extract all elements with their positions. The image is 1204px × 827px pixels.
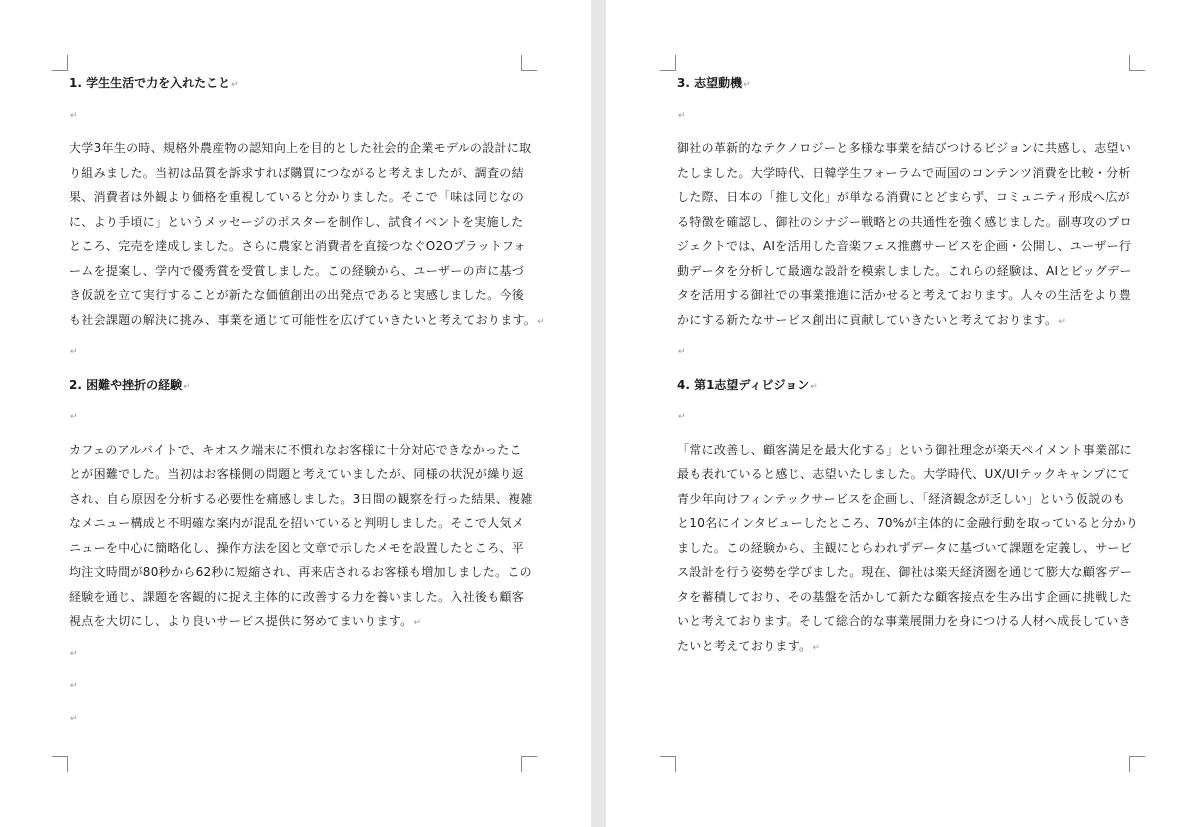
section-heading: 1. 学生生活で力を入れたこと↵ bbox=[69, 76, 239, 90]
text-line: 均注文時間が80秒から62秒に短縮され、再来店されるお客様も増加しました。この bbox=[69, 565, 532, 579]
paragraph-mark: ↵ bbox=[183, 381, 191, 392]
text-line: る特徴を確認し、御社のシナジー戦略との共通性を強く感じました。副専攻のプロ bbox=[677, 214, 1132, 229]
text-line: たしました。大学時代、日韓学生フォーラムで両国のコンテンツ消費を比較・分析 bbox=[677, 165, 1131, 180]
paragraph-mark: ↵ bbox=[812, 642, 821, 653]
text-line: に、より手頃に」というメッセージのポスターを制作し、試食イベントを実施した bbox=[69, 214, 524, 229]
text-line: ニューを中心に簡略化し、操作方法を図と文章で示したメモを設置したところ、平 bbox=[69, 540, 525, 555]
paragraph-mark: ↵ bbox=[413, 618, 422, 628]
text-line: タを活用する御社での事業推進に活かせると考えております。人々の生活をより豊 bbox=[677, 288, 1132, 302]
margin-corner-bottom-right bbox=[521, 756, 537, 772]
margin-corner-bottom-left bbox=[52, 756, 68, 772]
paragraph-mark: ↵ bbox=[70, 110, 78, 121]
text-line: カフェのアルバイトで、キオスク端末に不慣れなお客様に十分対応できなかったこ bbox=[69, 442, 522, 457]
page-body[interactable] bbox=[69, 71, 546, 731]
document-page-right bbox=[606, 0, 1204, 827]
paragraph-mark: ↵ bbox=[810, 381, 818, 392]
section-paragraph bbox=[69, 438, 533, 634]
paragraph-mark: ↵ bbox=[1058, 316, 1067, 327]
empty-paragraph bbox=[69, 674, 524, 699]
text-line: なメニュー構成と不明確な案内が混乱を招いていると判明しました。そこで人気メ bbox=[69, 516, 525, 530]
text-line: 動データを分析して最適な設計を模索しました。これらの経験は、AIとビッグデー bbox=[677, 263, 1132, 278]
empty-paragraph bbox=[69, 340, 524, 365]
text-line: き仮説を立て実行することが新たな価値創出の出発点であると実感しました。今後 bbox=[69, 288, 525, 302]
paragraph-mark: ↵ bbox=[678, 412, 686, 422]
text-line: 経験を通じ、課題を客観的に捉え主体的に改善する力を養いました。入社後も顧客 bbox=[69, 589, 525, 604]
text-line: ました。この経験から、主観にとらわれずデータに基づいて課題を定義し、サービ bbox=[677, 540, 1133, 555]
empty-paragraph bbox=[69, 104, 524, 129]
text-line: ームを提案し、学内で優秀賞を受賞しました。この経験から、ユーザーの声に基づ bbox=[69, 263, 525, 278]
empty-paragraph bbox=[677, 405, 1132, 430]
text-line: タを蓄積しており、その基盤を活かして新たな顧客接点を生み出す企画に挑戦した bbox=[677, 589, 1133, 604]
margin-corner-top-right bbox=[1129, 55, 1145, 71]
section-heading: 3. 志望動機↵ bbox=[677, 76, 751, 90]
section-paragraph bbox=[677, 136, 1132, 332]
text-line: とが困難でした。当初はお客様側の問題と考えていましたが、同様の状況が繰り返 bbox=[69, 467, 525, 481]
empty-paragraph bbox=[69, 405, 524, 430]
empty-paragraph bbox=[677, 340, 1132, 365]
text-line: 果、消費者は外観より価格を重視していると分かりました。そこで「味は同じなの bbox=[69, 190, 525, 204]
paragraph-mark: ↵ bbox=[70, 681, 78, 691]
text-line: り組みました。当初は品質を訴求すれば購買につながると考えましたが、調査の結 bbox=[69, 165, 524, 180]
section-paragraph bbox=[677, 438, 1139, 659]
text-line: たいと考えております。↵ bbox=[677, 638, 821, 653]
paragraph-mark: ↵ bbox=[678, 347, 686, 357]
text-line: ジェクトでは、AIを活用した音楽フェス推薦サービスを企画・公開し、ユーザー行 bbox=[677, 239, 1132, 253]
paragraph-mark: ↵ bbox=[743, 80, 751, 90]
section-paragraph bbox=[69, 136, 546, 332]
text-line: 最も表れていると感じ、志望いたしました。大学時代、UX/UIテックキャンプにて bbox=[677, 467, 1131, 481]
text-line: 視点を大切にし、より良いサービス提供に努めてまいります。↵ bbox=[69, 614, 422, 628]
text-line: と10名にインタビューしたところ、70%が主体的に金融行動を取っていると分かり bbox=[677, 516, 1139, 530]
paragraph-mark: ↵ bbox=[678, 110, 686, 121]
text-line: 「常に改善し、顧客満足を最大化する」という御社理念が楽天ペイメント事業部に bbox=[677, 442, 1132, 457]
empty-paragraph bbox=[677, 104, 1132, 129]
text-line: ス設計を行う姿勢を学びました。現在、御社は楽天経済圏を通じて膨大な顧客デー bbox=[677, 565, 1133, 579]
margin-corner-bottom-left bbox=[660, 756, 676, 772]
text-line: かにする新たなサービス創出に貢献していきたいと考えております。↵ bbox=[677, 312, 1067, 327]
paragraph-mark: ↵ bbox=[231, 80, 239, 90]
section-heading: 2. 困難や挫折の経験↵ bbox=[69, 377, 191, 392]
text-line: 大学3年生の時、規格外農産物の認知向上を目的とした社会的企業モデルの設計に取 bbox=[69, 141, 532, 155]
paragraph-mark: ↵ bbox=[70, 648, 78, 659]
margin-corner-top-left bbox=[52, 55, 68, 71]
paragraph-mark: ↵ bbox=[70, 412, 78, 422]
empty-paragraph bbox=[69, 707, 524, 732]
page-body[interactable] bbox=[677, 71, 1139, 658]
text-line: ところ、完売を達成しました。さらに農家と消費者を直接つなぐO2Oプラットフォ bbox=[69, 239, 526, 253]
margin-corner-top-right bbox=[521, 55, 537, 71]
paragraph-mark: ↵ bbox=[70, 347, 78, 357]
text-line: いと考えております。そして総合的な事業展開力を身につける人材へ成長していき bbox=[677, 614, 1131, 628]
margin-corner-bottom-right bbox=[1129, 756, 1145, 772]
empty-paragraph bbox=[69, 642, 524, 667]
text-line: 青少年向けフィンテックサービスを企画し、「経済観念が乏しい」という仮説のも bbox=[677, 491, 1126, 506]
text-line: 御社の革新的なテクノロジーと多様な事業を結びつけるビジョンに共感し、志望い bbox=[677, 141, 1132, 155]
document-page-left bbox=[0, 0, 591, 827]
margin-corner-top-left bbox=[660, 55, 676, 71]
paragraph-mark: ↵ bbox=[537, 316, 546, 327]
text-line: も社会課題の解決に挑み、事業を通じて可能性を広げていきたいと考えております。↵ bbox=[69, 312, 546, 327]
text-line: され、自ら原因を分析する必要性を痛感しました。3日間の観察を行った結果、複雑 bbox=[69, 491, 533, 506]
paragraph-mark: ↵ bbox=[70, 713, 78, 724]
text-line: した際、日本の「推し文化」が単なる消費にとどまらず、コミュニティ形成へ広が bbox=[677, 190, 1130, 204]
section-heading: 4. 第1志望ディビジョン↵ bbox=[677, 377, 818, 392]
